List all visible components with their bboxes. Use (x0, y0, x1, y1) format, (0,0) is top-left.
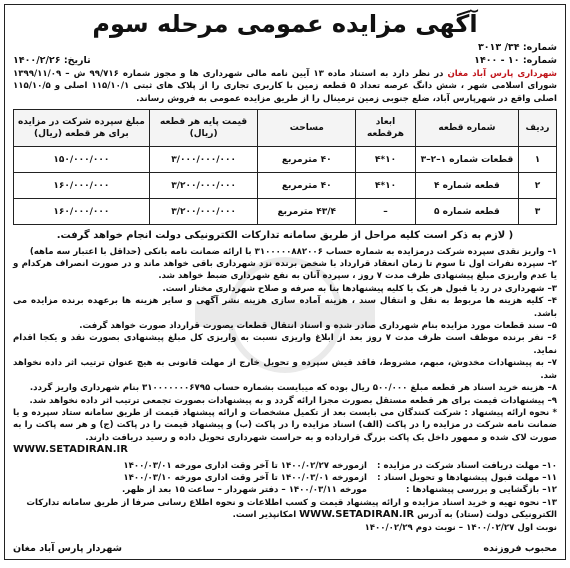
cell-base-price: ۳/۲۰۰/۰۰۰/۰۰۰ (149, 173, 258, 199)
cell-dimensions: ۱۰*۴ (356, 173, 416, 199)
conditions-list (13, 246, 557, 457)
schedule-row (13, 484, 557, 496)
cell-deposit: ۱۶۰/۰۰۰/۰۰۰ (14, 199, 150, 225)
table-row (14, 199, 557, 225)
condition-item: ۹– پیشنهادات قیمت برای هر قطعه مستقل بصورت مجزا ارائه گردد و به پیشنهادات بصورت تجمعی ترتیب اثر داده نخواهد شد. (29, 395, 557, 406)
header-dimensions: ابعاد هرقطعه (356, 110, 416, 147)
attach-line (474, 54, 557, 67)
condition-item: ۸– هزینه خرید اسناد هر قطعه مبلغ ۵۰۰/۰۰۰ ریال بوده که میبایست بشماره حساب ۳۱۰۰۰۰۰۰۰۶۷۹۵ بنام شهرداری واریز گردد. (29, 383, 557, 394)
header-lot-number: شماره قطعه (415, 110, 518, 147)
lots-table (13, 109, 557, 225)
cell-dimensions: ۱۰*۴ (356, 147, 416, 173)
schedule-row-electronic (13, 497, 557, 522)
condition-item: ۱– واریز نقدی سپرده شرکت درمزایده به شماره حساب ۳۱۰۰۰۰۰۸۸۲۰۰۶ با ارائه ضمانت نامه بانکی (حداقل با اعتبار سه ماهه) (29, 246, 557, 257)
condition-item: ۳– شهرداری در رد یا قبول هر یک یا کلیه پیشنهادها بنا به صرفه و صلاح شهرداری مختار است. (162, 283, 557, 294)
number-value: ۳۴/ ۳۰۱۳ (477, 42, 520, 53)
schedule-value: ازمورخه ۱۴۰۰/۰۲/۲۷ تا آخر وقت اداری مورخه ۱۴۰۰/۰۳/۰۱ (123, 460, 367, 471)
number-line (474, 41, 557, 54)
cell-deposit: ۱۵۰/۰۰۰/۰۰۰ (14, 147, 150, 173)
cell-lot-number: قطعه شماره ۴ (415, 173, 518, 199)
cell-area: ۴۳/۴ مترمربع (258, 199, 356, 225)
condition-item: * نحوه ارائه پیشنهاد : شرکت کنندگان می بایست بعد از تکمیل مشخصات و ارائه پیشنهاد قیمت از طریق سامانه ستاد سپرده و یا ضمانت نامه شرکت در مزایده را در پاکت (الف) اسناد مزایده را در پاکت (ب) و پیشنهاد قیمت را در پاکت (ج) و هر سه پاکت را به صورت لاک شده و ممهور داخل یک پاکت بزرگ قرارداده و به حراست شهرداری تحویل داده و رسید دریافت دارند. (13, 407, 557, 443)
auction-notice (4, 4, 566, 560)
signer-name: محبوب فروزنده (483, 542, 557, 554)
organization-name: شهرداری پارس آباد مغان (447, 69, 557, 79)
intro-text: در نظر دارد به استناد ماده ۱۳ آیین نامه مالی شهرداری ها و مجوز شماره ۹۹/۷۱۶ ش – ۱۳۹۹/۱۱/۰۹ شورای اسلامی شهر ، شش دانگ عرصه تعداد ۵ قطعه زمین با کاربری تجاری را از پلاک های ثبتی ۱۱۵/۱۰/۱ اصلی و ۱۱۵/۱۰/۵ اصلی واقع در شهرپارس آباد، ضلع جنوبی زمین ترمینال را از طریق مزایده عمومی به فروش رساند. (13, 69, 557, 104)
cell-lot-number: قطعات شماره ۱–۲–۳ (415, 147, 518, 173)
cell-deposit: ۱۶۰/۰۰۰/۰۰۰ (14, 173, 150, 199)
condition-item: ۵– سند قطعات مورد مزایده بنام شهرداری صادر شده و اسناد انتقال قطعات بصورت قرارداد صورت خواهد گرفت. (79, 321, 557, 332)
schedule-label: ۱۳– نحوه تهیه و خرید اسناد مزایده و ارائه پیشنهاد قیمت و کسب اطلاعات و نحوه اطلاع رسانی صرفا از طریق سامانه تدارکات الکترونیکی دولت (ستاد) به آدرس (26, 497, 557, 521)
table-row (14, 173, 557, 199)
condition-item: ۴– کلیه هزینه ها مربوط به نقل و انتقال سند ، هزینه آماده سازی هزینه نشر آگهی و سایر هزینه ها برعهده برنده مزایده می باشد. (13, 296, 557, 319)
header-base-price: قیمت پایه هر قطعه (ریال) (149, 110, 258, 147)
setad-url-line (13, 444, 557, 456)
schedule-row (13, 472, 557, 484)
signer-title: شهردار پارس آباد مغان (13, 542, 122, 554)
number-label: شماره: (522, 42, 557, 53)
date-label: تاریخ: (63, 55, 91, 66)
condition-item: ۲– سپرده نفرات اول تا سوم تا زمان انعقاد قرارداد با شخص برنده نزد شهرداری باقی خواهد ماند و در صورت انصراف هرکدام و یا عدم واریزی مبلغ پیشنهادی ظرف مدت ۷ روز ، سپرده آنان به نفع شهرداری ضبط خواهد شد. (13, 259, 557, 282)
schedule-label: ۱۲– بازگشایی و بررسی پیشنهادها : (406, 485, 557, 496)
cell-row-number: ۲ (519, 173, 557, 199)
notice-meta (13, 41, 557, 67)
cell-area: ۴۰ مترمربع (258, 173, 356, 199)
date-line (13, 54, 91, 67)
setad-url[interactable]: WWW.SETADIRAN.IR (13, 444, 128, 456)
attach-value: ۱۰ - ۱۴۰۰ (474, 55, 520, 66)
condition-item: ۷– به پیشنهادات مخدوش، مبهم، مشروط، فاقد فیش سپرده و تحویل خارج از مهلت قانونی به هیچ عنوان ترتیب اثر داده نخواهد شد. (13, 358, 557, 381)
schedule (13, 460, 557, 534)
intro-paragraph (13, 68, 557, 105)
table-header-row (14, 110, 557, 147)
electronic-notice: ( لازم به ذکر است کلیه مراحل از طریق سامانه تدارکات الکترونیکی دولت انجام خواهد گرفت. (56, 230, 514, 242)
header-row-number: ردیف (519, 110, 557, 147)
schedule-label: ۱۱– مهلت قبول پیشنهادها و تحویل اسناد : (377, 472, 557, 483)
table-row (14, 147, 557, 173)
publish-dates: نوبت اول ۱۴۰۰/۰۲/۲۷ – نوبت دوم ۱۴۰۰/۰۲/۲۹ (364, 522, 557, 533)
attach-label: شماره: (522, 55, 557, 66)
condition-item: ۶– نفر برنده موظف است ظرف مدت ۷ روز بعد از ابلاغ واریزی نسبت به واریزی کل مبلغ پیشنهادی بصورت نقد و یکجا اقدام نماید. (13, 333, 557, 356)
header-deposit: مبلغ سپرده شرکت در مزایده برای هر قطعه (ریال) (14, 110, 150, 147)
notice-title: آگهی مزایده عمومی مرحله سوم (92, 10, 478, 38)
schedule-row (13, 460, 557, 472)
cell-lot-number: قطعه شماره ۵ (415, 199, 518, 225)
schedule-value: ازمورخه ۱۴۰۰/۰۳/۰۱ تا آخر وقت اداری مورخه ۱۴۰۰/۰۳/۱۰ (123, 472, 367, 483)
cell-base-price: ۳/۲۰۰/۰۰۰/۰۰۰ (149, 199, 258, 225)
cell-row-number: ۱ (519, 147, 557, 173)
setad-url-inline[interactable]: WWW.SETADIRAN.IR (299, 509, 415, 521)
header-area: مساحت (258, 110, 356, 147)
cell-base-price: ۳/۰۰۰/۰۰۰/۰۰۰ (149, 147, 258, 173)
cell-area: ۴۰ مترمربع (258, 147, 356, 173)
cell-row-number: ۳ (519, 199, 557, 225)
schedule-value: امکانپذیر است. (232, 510, 297, 521)
schedule-label: ۱۰– مهلت دریافت اسناد شرکت در مزایده : (377, 460, 557, 471)
schedule-value: مورخه ۱۴۰۰/۰۳/۱۱ – دفتر شهردار – ساعت ۱۵ بعد از ظهر. (122, 485, 367, 496)
cell-dimensions: – (356, 199, 416, 225)
signature-block (13, 543, 557, 555)
date-value: ۱۴۰۰/۲/۲۶ (13, 55, 61, 66)
